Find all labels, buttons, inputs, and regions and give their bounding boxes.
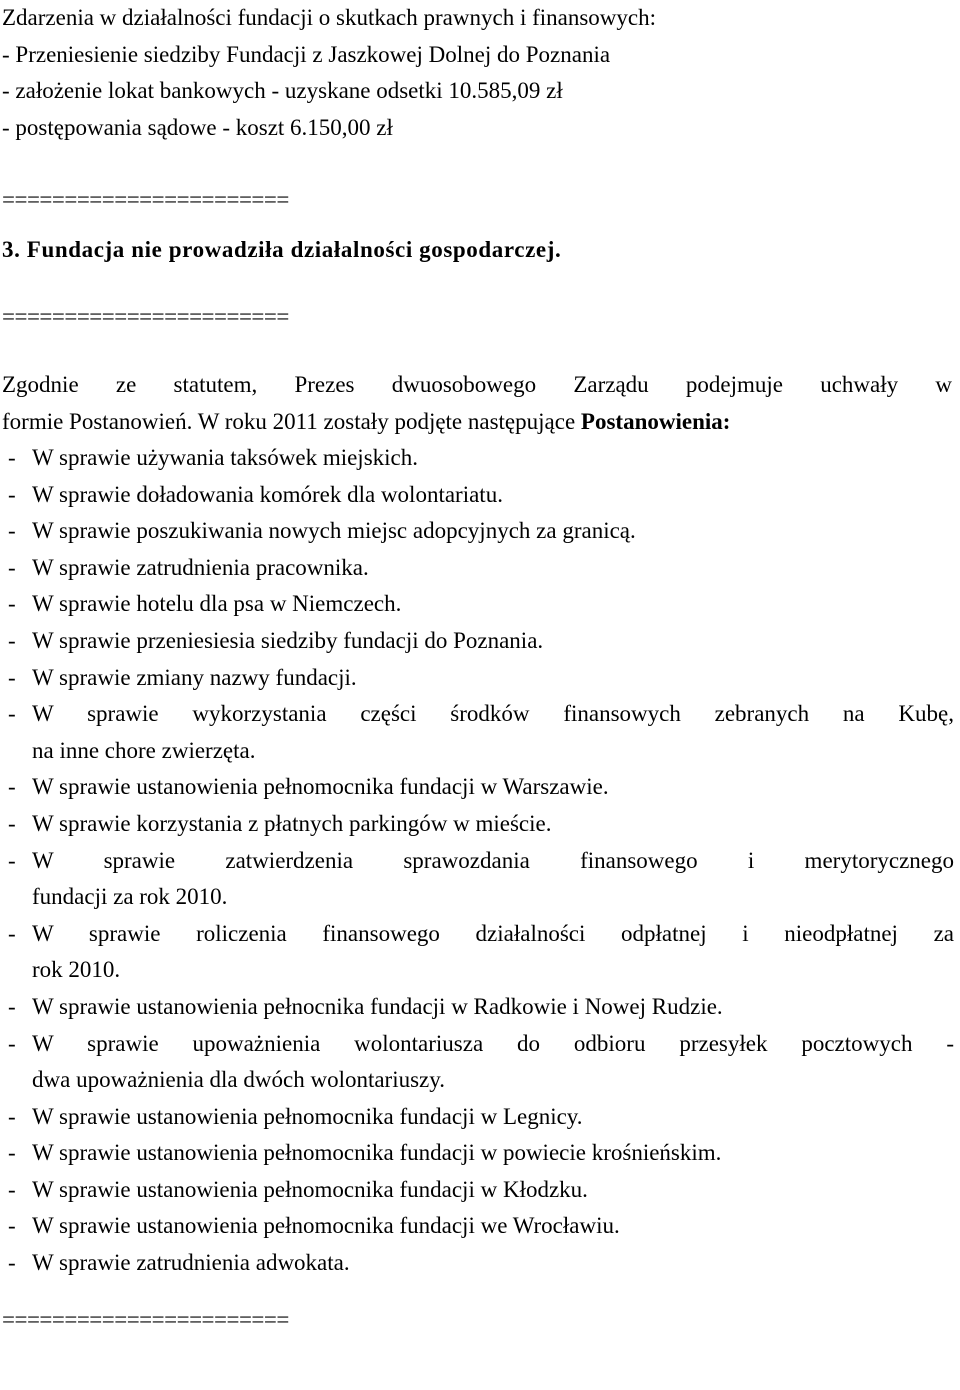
postanowienia-label: Postanowienia: [580,408,731,434]
list-dash: - [8,1213,16,1239]
resolution-text-line: W sprawie ustanowienia pełnomocnika fundacji w powiecie krośnieńskim. [32,1140,722,1166]
resolution-text [32,1172,954,1209]
list-dash: - [8,518,16,544]
list-dash: - [8,993,16,1019]
resolution-text-line: W sprawie poszukiwania nowych miejsc adopcyjnych za granicą. [32,518,636,544]
resolution-item [2,1135,954,1172]
list-dash: - [8,554,16,580]
resolution-text [32,660,954,697]
resolution-text [32,1026,954,1099]
resolution-text-line: W sprawie zatrudnienia pracownika. [32,554,369,580]
resolution-text [32,1099,954,1136]
resolution-item [2,623,954,660]
resolution-text [32,513,954,550]
statute-line-1: Zgodnie ze statutem, Prezes dwuosobowego Zarządu podejmuje uchwały w [2,372,952,397]
resolution-text-line: W sprawie ustanowienia pełnomocnika fundacji w Kłodzku. [32,1176,588,1202]
events-block [2,0,960,146]
resolution-text-line: W sprawie upoważnienia wolontariusza do odbioru przesyłek pocztowych - [32,1030,954,1056]
resolution-item [2,477,954,514]
list-dash: - [8,591,16,617]
resolution-text [32,916,954,989]
resolution-item [2,769,954,806]
resolution-text-line: W sprawie zatwierdzenia sprawozdania finansowego i merytorycznego [32,847,954,873]
resolution-text [32,843,954,916]
statute-line-2-text: formie Postanowień. W roku 2011 zostały podjęte następujące [2,408,581,434]
resolution-text-line: W sprawie ustanowienia pełnomocnika fundacji we Wrocławiu. [32,1213,620,1239]
list-dash: - [8,627,16,653]
resolution-text [32,586,954,623]
resolution-text-line: W sprawie używania taksówek miejskich. [32,445,418,470]
resolution-item [2,1099,954,1136]
resolution-text [32,989,954,1026]
list-dash: - [8,1250,16,1276]
list-dash: - [8,847,16,873]
resolution-text [32,806,954,843]
resolution-item [2,1245,954,1282]
resolution-text-line: W sprawie korzystania z płatnych parkingów w mieście. [32,810,552,836]
resolution-text [32,769,954,806]
resolution-item [2,843,954,916]
resolution-item [2,1172,954,1209]
resolution-text [32,1208,954,1245]
resolution-text-line: W sprawie ustanowienia pełnocnika fundacji w Radkowie i Nowej Rudzie. [32,993,723,1019]
resolution-text [32,1135,954,1172]
resolution-text [32,623,954,660]
resolution-text-line: W sprawie doładowania komórek dla wolontariatu. [32,481,503,507]
resolution-item [2,916,954,989]
event-line: - założenie lokat bankowych - uzyskane odsetki 10.585,09 zł [2,78,563,103]
list-dash: - [8,701,16,727]
section-heading: 3. Fundacja nie prowadziła działalności gospodarczej. [2,237,562,262]
resolution-item [2,513,954,550]
statute-paragraph [2,367,952,440]
list-dash: - [8,1176,16,1202]
resolution-item [2,440,954,477]
statute-line-2 [2,404,952,441]
resolution-item [2,550,954,587]
resolution-text-continuation: rok 2010. [32,957,121,983]
resolution-text [32,696,954,769]
resolution-text-line: W sprawie ustanowienia pełnomocnika fundacji w Warszawie. [32,774,609,800]
separator-line: ======================= [2,1306,289,1332]
list-dash: - [8,664,16,690]
resolution-text-line: W sprawie ustanowienia pełnomocnika fundacji w Legnicy. [32,1103,583,1129]
events-intro: Zdarzenia w działalności fundacji o skutkach prawnych i finansowych: [2,5,656,30]
list-dash: - [8,445,16,470]
resolution-text-continuation: na inne chore zwierzęta. [32,737,256,763]
resolution-text-continuation: dwa upoważnienia dla dwóch wolontariuszy. [32,1067,446,1093]
list-dash: - [8,810,16,836]
resolutions-list [2,440,960,1282]
resolution-item [2,806,954,843]
list-dash: - [8,1030,16,1056]
list-dash: - [8,481,16,507]
resolution-text [32,477,954,514]
separator-line: ======================= [2,304,289,329]
list-dash: - [8,920,16,946]
separator-line: ======================= [2,187,289,212]
resolution-item [2,696,954,769]
resolution-text [32,550,954,587]
resolution-text-line: W sprawie roliczenia finansowego działalności odpłatnej i nieodpłatnej za [32,920,954,946]
list-dash: - [8,1140,16,1166]
resolution-text-line: W sprawie hotelu dla psa w Niemczech. [32,591,402,617]
list-dash: - [8,1103,16,1129]
resolution-text [32,440,954,477]
resolution-item [2,1208,954,1245]
resolution-item [2,660,954,697]
list-dash: - [8,774,16,800]
resolution-text-line: W sprawie przeniesiesia siedziby fundacji do Poznania. [32,627,544,653]
event-line: - postępowania sądowe - koszt 6.150,00 zł [2,114,393,140]
resolution-item [2,586,954,623]
resolution-item [2,989,954,1026]
resolution-text-line: W sprawie wykorzystania części środków finansowych zebranych na Kubę, [32,701,954,727]
resolution-text-line: W sprawie zatrudnienia adwokata. [32,1250,350,1276]
resolution-text-line: W sprawie zmiany nazwy fundacji. [32,664,357,690]
event-line: - Przeniesienie siedziby Fundacji z Jaszkowej Dolnej do Poznania [2,41,611,67]
resolution-item [2,1026,954,1099]
resolution-text-continuation: fundacji za rok 2010. [32,884,228,910]
resolution-text [32,1245,954,1282]
